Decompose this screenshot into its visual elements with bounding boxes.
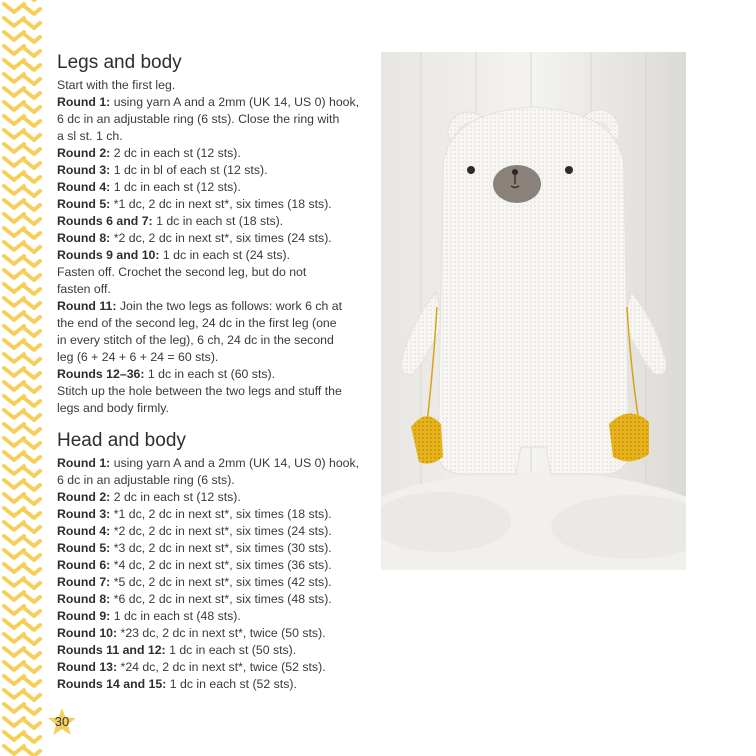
chevron-mark — [4, 242, 24, 250]
chevron-mark — [4, 32, 24, 40]
chevron-mark — [24, 482, 40, 490]
chevron-mark — [24, 594, 40, 602]
instruction-line — [57, 349, 367, 366]
chevron-mark — [4, 284, 24, 292]
instruction-text: *2 dc, 2 dc in next st*, six times (24 sts). — [110, 524, 332, 538]
chevron-mark — [24, 48, 40, 56]
round-label: Rounds 12–36: — [57, 367, 145, 381]
instruction-line — [57, 332, 367, 349]
chevron-mark — [24, 398, 40, 406]
instruction-text: *3 dc, 2 dc in next st*, six times (30 sts). — [110, 541, 332, 555]
instruction-line — [57, 298, 367, 315]
round-label: Round 5: — [57, 197, 111, 211]
instruction-text: using yarn A and a 2mm (UK 14, US 0) hook, — [110, 95, 360, 109]
chevron-mark — [4, 690, 24, 698]
chevron-mark — [4, 158, 24, 166]
chevron-mark — [24, 384, 40, 392]
chevron-mark — [24, 202, 40, 210]
instruction-line — [57, 472, 367, 489]
instruction-text: 1 dc in each st (60 sts). — [144, 367, 276, 381]
instruction-line — [57, 400, 367, 417]
instruction-text: Join the two legs as follows: work 6 ch at — [116, 299, 342, 313]
legs-and-body-section — [57, 52, 367, 417]
chevron-mark — [24, 734, 40, 742]
chevron-mark — [4, 452, 24, 460]
instruction-text: 2 dc in each st (12 sts). — [110, 146, 241, 160]
chevron-mark — [4, 4, 24, 12]
instruction-line — [57, 608, 367, 625]
instruction-text: legs and body firmly. — [57, 401, 169, 415]
round-label: Round 11: — [57, 299, 117, 313]
chevron-mark — [4, 18, 24, 26]
instruction-line — [57, 591, 367, 608]
chevron-mark — [4, 340, 24, 348]
chevron-mark — [24, 342, 40, 350]
chevron-mark — [24, 188, 40, 196]
chevron-mark — [4, 88, 24, 96]
instruction-line — [57, 540, 367, 557]
chevron-mark — [4, 270, 24, 278]
instruction-line — [57, 196, 367, 213]
chevron-mark — [4, 410, 24, 418]
instruction-text: Stitch up the hole between the two legs and stuff the — [57, 384, 342, 398]
instruction-line — [57, 247, 367, 264]
instruction-line — [57, 574, 367, 591]
chevron-mark — [4, 424, 24, 432]
chevron-mark — [24, 286, 40, 294]
instruction-text: leg (6 + 24 + 6 + 24 = 60 sts). — [57, 350, 219, 364]
instruction-text: *1 dc, 2 dc in next st*, six times (18 sts). — [110, 197, 332, 211]
chevron-mark — [24, 636, 40, 644]
instruction-text: *23 dc, 2 dc in next st*, twice (50 sts). — [117, 626, 326, 640]
chevron-mark — [4, 200, 24, 208]
instruction-line — [57, 145, 367, 162]
instruction-text: *6 dc, 2 dc in next st*, six times (48 sts). — [110, 592, 332, 606]
chevron-mark — [4, 704, 24, 712]
instruction-text: 1 dc in each st (52 sts). — [166, 677, 297, 691]
chevron-mark — [4, 746, 24, 754]
head-and-body-section — [57, 430, 367, 693]
instruction-text: 1 dc in each st (50 sts). — [165, 643, 297, 657]
instruction-text: 2 dc in each st (12 sts). — [110, 490, 241, 504]
instruction-text: *2 dc, 2 dc in next st*, six times (24 sts). — [110, 231, 332, 245]
chevron-mark — [24, 216, 40, 224]
round-label: Round 6: — [57, 558, 111, 572]
instruction-line — [57, 506, 367, 523]
round-label: Round 9: — [57, 609, 111, 623]
chevron-mark — [4, 732, 24, 740]
chevron-mark — [24, 146, 40, 154]
instruction-line — [57, 642, 367, 659]
instruction-line — [57, 179, 367, 196]
chevron-mark — [4, 312, 24, 320]
instruction-text: 1 dc in bl of each st (12 sts). — [110, 163, 268, 177]
instruction-line — [57, 162, 367, 179]
instruction-text: 6 dc in an adjustable ring (6 sts). — [57, 473, 235, 487]
round-label: Round 13: — [57, 660, 118, 674]
instruction-line — [57, 315, 367, 332]
chevron-mark — [4, 522, 24, 530]
instruction-line — [57, 128, 367, 145]
chevron-mark — [24, 580, 40, 588]
chevron-mark — [4, 382, 24, 390]
instruction-line — [57, 366, 367, 383]
chevron-mark — [4, 298, 24, 306]
chevron-mark — [24, 622, 40, 630]
instruction-line — [57, 230, 367, 247]
chevron-mark — [24, 412, 40, 420]
instruction-line — [57, 264, 367, 281]
chevron-mark — [4, 144, 24, 152]
section-heading: Legs and body — [57, 52, 182, 73]
round-label: Rounds 9 and 10: — [57, 248, 160, 262]
round-label: Round 2: — [57, 146, 111, 160]
instruction-text: 1 dc in each st (12 sts). — [110, 180, 241, 194]
round-label: Round 8: — [57, 231, 111, 245]
chevron-mark — [4, 564, 24, 572]
chevron-mark — [24, 174, 40, 182]
chevron-mark — [4, 396, 24, 404]
chevron-mark — [24, 524, 40, 532]
instruction-line — [57, 676, 367, 693]
chevron-mark — [24, 244, 40, 252]
chevron-border — [0, 0, 44, 756]
instruction-text: Fasten off. Crochet the second leg, but do not — [57, 265, 307, 279]
chevron-mark — [24, 510, 40, 518]
round-label: Round 4: — [57, 524, 111, 538]
chevron-mark — [24, 258, 40, 266]
round-label: Round 5: — [57, 541, 111, 555]
chevron-mark — [24, 370, 40, 378]
chevron-mark — [24, 90, 40, 98]
chevron-mark — [24, 608, 40, 616]
chevron-mark — [24, 468, 40, 476]
chevron-mark — [4, 368, 24, 376]
chevron-mark — [24, 692, 40, 700]
instruction-line — [57, 111, 367, 128]
chevron-mark — [4, 60, 24, 68]
chevron-mark — [4, 326, 24, 334]
chevron-mark — [24, 720, 40, 728]
chevron-mark — [4, 256, 24, 264]
chevron-mark — [24, 6, 40, 14]
instruction-line — [57, 94, 367, 111]
chevron-mark — [24, 300, 40, 308]
chevron-mark — [4, 438, 24, 446]
instruction-line — [57, 383, 367, 400]
chevron-mark — [4, 634, 24, 642]
chevron-mark — [24, 230, 40, 238]
chevron-mark — [24, 706, 40, 714]
chevron-mark — [24, 552, 40, 560]
instruction-line — [57, 557, 367, 574]
chevron-mark — [24, 328, 40, 336]
round-label: Round 1: — [57, 456, 111, 470]
instruction-line — [57, 625, 367, 642]
instruction-text: *5 dc, 2 dc in next st*, six times (42 sts). — [110, 575, 332, 589]
instruction-line — [57, 213, 367, 230]
chevron-mark — [4, 116, 24, 124]
chevron-mark — [4, 186, 24, 194]
chevron-mark — [24, 678, 40, 686]
chevron-mark — [24, 62, 40, 70]
chevron-mark — [24, 272, 40, 280]
instruction-text: 6 dc in an adjustable ring (6 sts). Close the ring with — [57, 112, 340, 126]
instruction-text: *4 dc, 2 dc in next st*, six times (36 sts). — [110, 558, 332, 572]
instruction-text: 1 dc in each st (18 sts). — [152, 214, 284, 228]
instruction-line — [57, 455, 367, 472]
instruction-line — [57, 281, 367, 298]
instruction-text: the end of the second leg, 24 dc in the first leg (one — [57, 316, 337, 330]
chevron-mark — [4, 466, 24, 474]
chevron-mark — [24, 440, 40, 448]
chevron-mark — [4, 74, 24, 82]
chevron-mark — [4, 46, 24, 54]
chevron-mark — [24, 538, 40, 546]
round-label: Round 2: — [57, 490, 111, 504]
round-label: Round 3: — [57, 507, 111, 521]
round-label: Rounds 6 and 7: — [57, 214, 153, 228]
round-label: Round 8: — [57, 592, 111, 606]
page-number-badge — [46, 706, 78, 738]
chevron-mark — [4, 662, 24, 670]
chevron-mark — [4, 228, 24, 236]
instruction-text: *24 dc, 2 dc in next st*, twice (52 sts). — [117, 660, 326, 674]
chevron-mark — [24, 566, 40, 574]
round-label: Round 4: — [57, 180, 111, 194]
chevron-mark — [4, 648, 24, 656]
chevron-mark — [24, 132, 40, 140]
instructions-list — [57, 77, 367, 417]
chevron-mark — [4, 550, 24, 558]
chevron-mark — [4, 102, 24, 110]
instruction-text: Start with the first leg. — [57, 78, 176, 92]
chevron-mark — [4, 508, 24, 516]
chevron-mark — [4, 676, 24, 684]
chevron-mark — [24, 34, 40, 42]
chevron-mark — [24, 496, 40, 504]
chevron-mark — [4, 480, 24, 488]
round-label: Rounds 11 and 12: — [57, 643, 166, 657]
chevron-mark — [24, 118, 40, 126]
instruction-text: fasten off. — [57, 282, 111, 296]
round-label: Rounds 14 and 15: — [57, 677, 167, 691]
chevron-mark — [4, 592, 24, 600]
instruction-text: *1 dc, 2 dc in next st*, six times (18 sts). — [110, 507, 332, 521]
chevron-mark — [24, 76, 40, 84]
chevron-mark — [4, 172, 24, 180]
round-label: Round 1: — [57, 95, 111, 109]
chevron-mark — [4, 214, 24, 222]
section-heading: Head and body — [57, 430, 186, 451]
instruction-line — [57, 659, 367, 676]
instruction-text: 1 dc in each st (24 sts). — [159, 248, 291, 262]
chevron-mark — [24, 314, 40, 322]
chevron-mark — [4, 536, 24, 544]
round-label: Round 3: — [57, 163, 111, 177]
chevron-mark — [24, 454, 40, 462]
chevron-mark — [24, 20, 40, 28]
instructions-list — [57, 455, 367, 693]
chevron-mark — [4, 578, 24, 586]
instruction-line — [57, 77, 367, 94]
chevron-mark — [4, 718, 24, 726]
chevron-mark — [24, 426, 40, 434]
chevron-mark — [24, 104, 40, 112]
chevron-mark — [24, 748, 40, 756]
instruction-line — [57, 489, 367, 506]
polar-bear-photo — [381, 52, 686, 570]
round-label: Round 7: — [57, 575, 111, 589]
chevron-mark — [4, 130, 24, 138]
instruction-text: a sl st. 1 ch. — [57, 129, 123, 143]
chevron-mark — [4, 494, 24, 502]
chevron-mark — [4, 354, 24, 362]
chevron-mark — [24, 356, 40, 364]
instruction-line — [57, 523, 367, 540]
chevron-mark — [24, 650, 40, 658]
instruction-text: in every stitch of the leg), 6 ch, 24 dc in the second — [57, 333, 334, 347]
instruction-text: using yarn A and a 2mm (UK 14, US 0) hook, — [110, 456, 360, 470]
chevron-mark — [24, 160, 40, 168]
chevron-mark — [4, 620, 24, 628]
round-label: Round 10: — [57, 626, 118, 640]
instruction-text: 1 dc in each st (48 sts). — [110, 609, 241, 623]
chevron-mark — [4, 606, 24, 614]
chevron-mark — [24, 664, 40, 672]
page-number: 30 — [54, 714, 70, 729]
